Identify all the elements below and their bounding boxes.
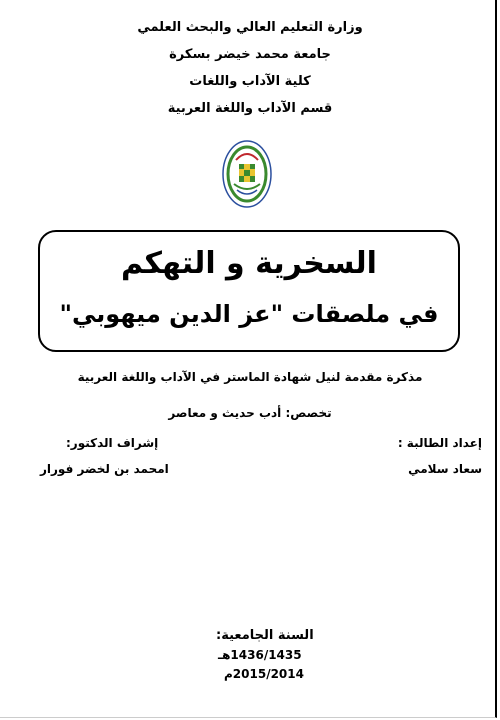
department-name: قسم الآداب واللغة العربية xyxy=(167,101,333,116)
specialization: تخصص: أدب حديث و معاصر xyxy=(168,406,332,420)
thesis-title: السخرية و التهكم xyxy=(121,246,377,281)
thesis-subtitle: في ملصقات "عز الدين ميهوبي" xyxy=(59,300,439,328)
academic-year-gregorian: 2015/2014م xyxy=(224,667,304,681)
university-name: جامعة محمد خيضر بسكرة xyxy=(169,47,331,62)
academic-year-hijri: 1436/1435هـ xyxy=(218,648,302,662)
thesis-note: مذكرة مقدمة لنيل شهادة الماستر في الآداب واللغة العربية xyxy=(77,370,423,384)
student-label: إعداد الطالبة : xyxy=(397,436,482,450)
institution-header xyxy=(0,14,500,122)
ministry-name: وزارة التعليم العالي والبحث العلمي xyxy=(137,20,363,35)
university-seal-icon xyxy=(222,140,272,208)
student-name: سعاد سلامي xyxy=(408,462,482,476)
supervisor-label: إشراف الدكتور: xyxy=(66,436,159,450)
faculty-name: كلية الآداب واللغات xyxy=(189,74,311,89)
academic-year-label: السنة الجامعية: xyxy=(216,628,314,643)
thesis-title-box xyxy=(38,230,460,352)
supervisor-name: امحمد بن لخضر فورار xyxy=(40,462,169,476)
